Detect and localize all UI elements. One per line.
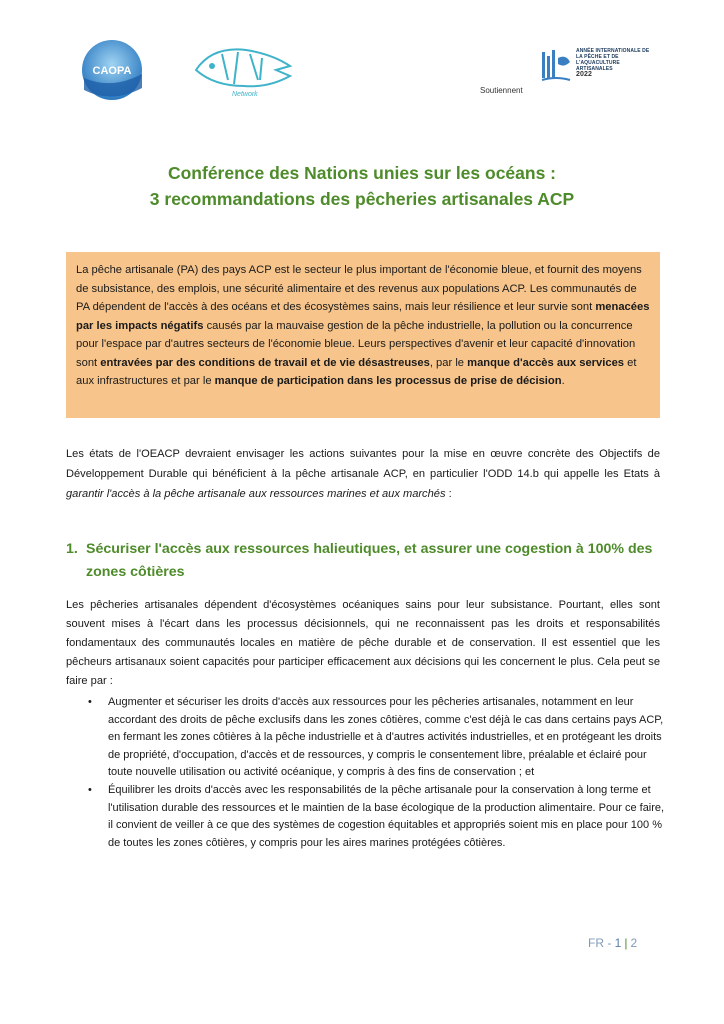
title-line-2: 3 recommandations des pêcheries artisanales ACP — [149, 189, 575, 209]
bullet-text-2: Équilibrer les droits d'accès avec les responsabilités de la pêche artisanale pour la conservation à long terme et l'utilisation durable des ressources et le maintien de la base écologique de la production alimentaire. Pour ce faire, il convient de veiller à ce que des systèmes de cogestion équitables et appropriés soient mis en place pour 100 % de toutes les zones côtières, y compris pour les aires marines protégées côtières. — [108, 783, 665, 849]
summary-text-1: La pêche artisanale (PA) des pays ACP est le secteur le plus important de l'économie bleue, et fournit des moyens de subsistance, des emplois, une sécurité alimentaire et des revenus aux populations ACP. Les communautés de PA dépendent de l'accès à des océans et des écosystèmes sains, mais leur résilience et leur survie sont — [76, 264, 642, 313]
section-1-paragraph: Les pêcheries artisanales dépendent d'écosystèmes océaniques sains pour leur subsistance. Pourtant, elles sont souvent mises à l'écart dans les processus décisionnels, qui ne reconnaissent pas les droits et responsabilités fondamentaux des communautés locales en matière de pêche durable et de conservation. Il est essentiel que les pêcheurs artisanaux soient capacités pour participer efficacement aux décisions qui les concernent le plus. Cela peut se faire par : — [66, 599, 660, 687]
summary-box — [66, 252, 660, 418]
list-item — [86, 694, 666, 782]
page-footer — [588, 936, 637, 950]
mta-network-logo — [192, 40, 296, 100]
aipa-line-2: LA PÊCHE ET DE L'AQUACULTURE — [576, 54, 620, 66]
list-item — [86, 782, 666, 852]
summary-bold-3: manque d'accès aux services — [467, 356, 625, 369]
intro-end: : — [445, 488, 452, 500]
caopa-logo — [78, 38, 148, 102]
summary-bold-4: manque de participation dans les processus de prise de décision — [214, 375, 562, 387]
intro-italic: garantir l'accès à la pêche artisanale aux ressources marines et aux marchés — [66, 488, 446, 500]
section-1-title-line-2: zones côtières — [86, 564, 185, 580]
summary-bold-2: entravées par des conditions de travail et de vie désastreuses — [100, 356, 430, 369]
aipa-line-3: ARTISANALES — [576, 66, 613, 72]
aipaa-2022-logo — [540, 48, 660, 84]
bullet-text-1: Augmenter et sécuriser les droits d'accès aux ressources pour les pêcheries artisanales, notamment en leur accordant des droits de pêche exclusifs dans les zones côtières, comme c'est déjà le cas dans certains pays ACP, en fermant les zones côtières à la pêche industrielle et à d'autres activités industrielles, et en protégeant les droits de propriété, d'occupation, d'accès et de ressources, y compris le consentement libre, préalable et éclairé pour toute nouvelle utilisation ou activité océanique, y compris à des fins de conservation ; et — [108, 696, 664, 779]
aipa-line-1: ANNÉE INTERNATIONALE DE — [576, 48, 650, 54]
summary-bold-1: menacées par les impacts négatifs — [76, 301, 650, 332]
footer-separator: | — [624, 936, 628, 950]
section-1-title-line-1: Sécuriser l'accès aux ressources halieutiques, et assurer une cogestion à 100% des — [86, 541, 653, 557]
aipa-year: 2022 — [576, 71, 592, 78]
summary-text-5: . — [561, 375, 565, 387]
section-1-bullet-list — [86, 694, 666, 852]
intro-text: Les états de l'OEACP devraient envisager les actions suivantes pour la mise en œuvre concrète des Objectifs de Développement Durable qui bénéficient à la pêche artisanale ACP, en particulier l'ODD 14.b qui appelle les Etats à — [66, 448, 660, 480]
bullet-icon: • — [88, 696, 92, 708]
summary-text-3: , par le — [429, 356, 468, 369]
footer-page: 1 — [614, 936, 622, 950]
caopa-logo-text: CAOPA — [92, 65, 132, 77]
summary-text-2: causés par la mauvaise gestion de la pêche industrielle, la pollution ou la concurrence pour l'espace par d'autres secteurs de l'économie bleue. Leurs perspectives d'avenir et leur capacité d'innovation sont — [76, 319, 636, 369]
section-1-number: 1. — [66, 541, 78, 557]
support-label: Soutiennent — [480, 86, 523, 95]
document-title — [0, 160, 724, 212]
intro-paragraph — [66, 444, 660, 504]
bullet-icon: • — [88, 783, 92, 796]
mta-logo-text: Network — [232, 91, 258, 98]
title-line-1: Conférence des Nations unies sur les océans : — [167, 163, 557, 183]
footer-lang: FR - — [588, 936, 612, 950]
summary-text-4: et aux infrastructures et par le — [76, 356, 637, 387]
footer-total: 2 — [630, 936, 638, 950]
section-1-heading — [66, 538, 666, 584]
